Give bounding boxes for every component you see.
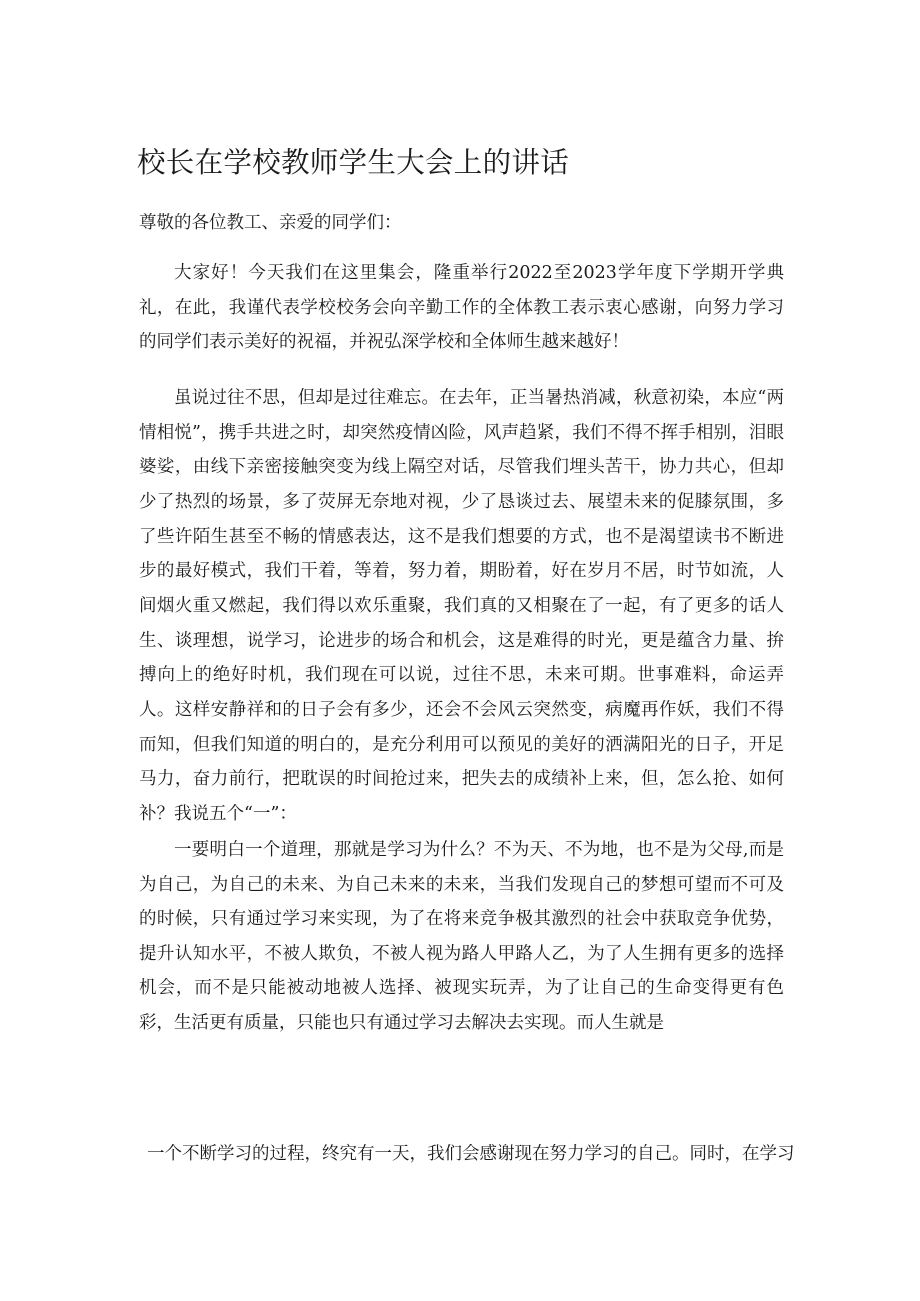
paragraph-past-reflection: 虽说过往不思，但却是过往难忘。在去年，正当暑热消减，秋意初染，本应“两情相悦”，携手共进之时，却突然疫情凶险，风声趋紧，我们不得不挥手相别，泪眼婆娑，由线下亲密接触突变为线上隔空对话，尽管我们埋头苦干，协力共心，但却少了热烈的场景，多了荧屏无奈地对视，少了恳谈过去、展望未来的促膝氛围，多了些许陌生甚至不畅的情感表达，这不是我们想要的方式，也不是渴望读书不断进步的最好模式，我们干着，等着，努力着，期盼着，好在岁月不居，时节如流，人间烟火重又燃起，我们得以欢乐重聚，我们真的又相聚在了一起，有了更多的话人生、谈理想，说学习，论进步的场合和机会，这是难得的时光，更是蕴含力量、拚搏向上的绝好时机，我们现在可以说，过往不思，未来可期。世事难料，命运弄人。这样安静祥和的日子会有多少，还会不会风云突然变，病魔再作妖，我们不得而知，但我们知道的明白的，是充分利用可以预见的美好的洒满阳光的日子，开足马力，奋力前行，把耽误的时间抢过来，把失去的成绩补上来，但，怎么抢、如何补？我说五个“一”： — [139, 388, 784, 824]
paragraph-continuation: 一个不断学习的过程，终究有一天，我们会感谢现在努力学习的自己。同时，在学习 — [147, 1144, 795, 1164]
paragraph-first-point: 一要明白一个道理，那就是学习为什么？不为天、不为地，也不是为父母,而是为自己，为自己的未来、为自己未来的未来，当我们发现自己的梦想可望而不可及的时候，只有通过学习来实现，为了在将来竞争极其激烈的社会中获取竞争优势，提升认知水平，不被人欺负，不被人视为路人甲路人乙，为了人生拥有更多的选择机会，而不是只能被动地被人选择、被现实玩弄，为了让自己的生命变得更有色彩，生活更有质量，只能也只有通过学习去解决去实现。而人生就是 — [139, 840, 784, 1033]
paragraph-opening: 大家好！今天我们在这里集会，隆重举行2022至2023学年度下学期开学典礼，在此，我谨代表学校校务会向辛勤工作的全体教工表示衷心感谢，向努力学习的同学们表示美好的祝福，并祝弘深学校和全体师生越来越好！ — [139, 263, 784, 353]
document-title: 校长在学校教师学生大会上的讲话 — [137, 146, 570, 179]
salutation: 尊敬的各位教工、亲爱的同学们： — [139, 213, 402, 233]
